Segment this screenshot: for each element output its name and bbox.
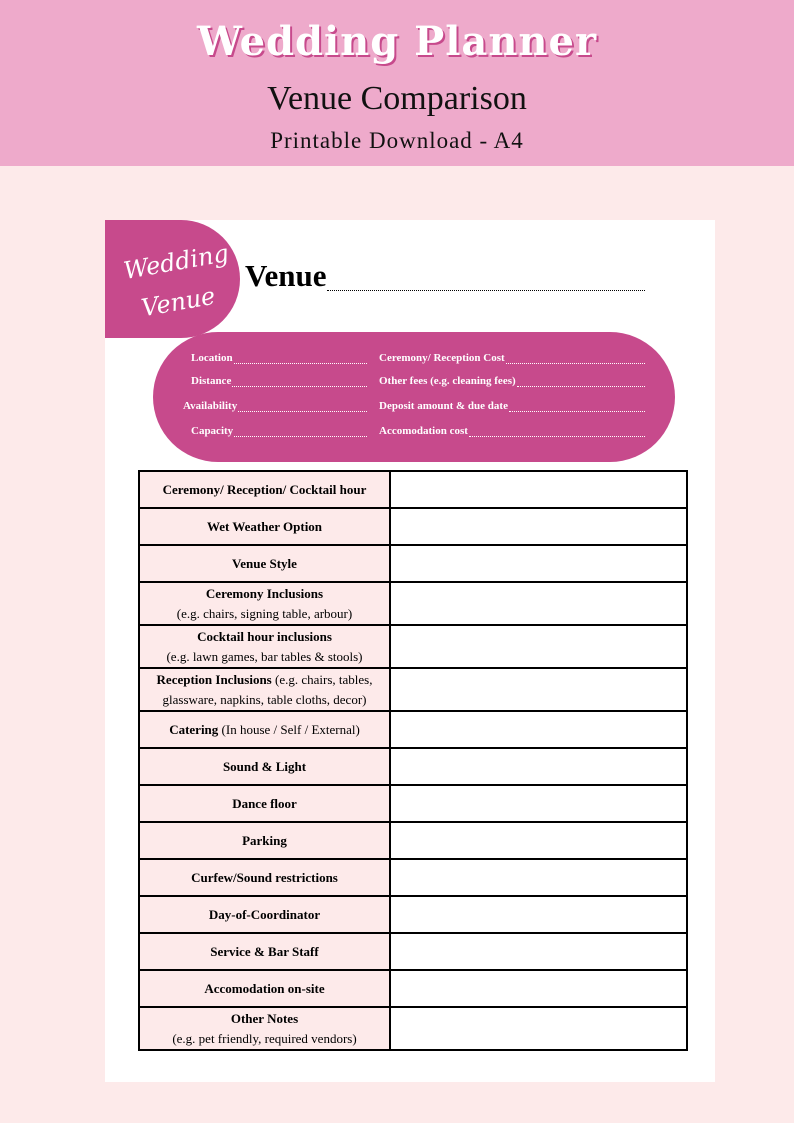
row-label-note: (e.g. lawn games, bar tables & stools) xyxy=(166,648,363,664)
planner-sheet xyxy=(105,220,715,1082)
row-label-bold: Cocktail hour inclusions xyxy=(197,628,332,644)
row-label-note: (e.g. chairs, signing table, arbour) xyxy=(176,605,353,621)
accomodation-cost-field[interactable] xyxy=(379,425,645,437)
field-label: Capacity xyxy=(191,425,234,437)
venue-name-line[interactable] xyxy=(327,290,645,291)
badge-line-1: Wedding xyxy=(121,238,231,286)
capacity-field[interactable] xyxy=(191,425,367,437)
field-label: Accomodation cost xyxy=(379,425,468,437)
row-label-bold: Ceremony/ Reception/ Cocktail hour xyxy=(162,481,367,497)
row-value-cell[interactable] xyxy=(390,748,687,785)
venue-label: Venue xyxy=(245,258,327,293)
field-label: Deposit amount & due date xyxy=(379,400,508,412)
distance-field[interactable] xyxy=(191,375,367,387)
row-label xyxy=(139,859,390,896)
wedding-venue-badge xyxy=(105,220,240,338)
field-label: Ceremony/ Reception Cost xyxy=(379,352,505,364)
banner-subtitle: Venue Comparison xyxy=(267,80,527,117)
table-row xyxy=(139,970,687,1007)
comparison-table xyxy=(138,470,688,1051)
row-value-cell[interactable] xyxy=(390,582,687,625)
row-label-bold: Wet Weather Option xyxy=(206,518,323,534)
row-label xyxy=(139,1007,390,1050)
row-value-cell[interactable] xyxy=(390,545,687,582)
table-row xyxy=(139,582,687,625)
table-row xyxy=(139,1007,687,1050)
venue-details-panel xyxy=(153,332,675,462)
table-row xyxy=(139,711,687,748)
table-row xyxy=(139,471,687,508)
availability-field[interactable] xyxy=(183,400,367,412)
other-fees-field[interactable] xyxy=(379,375,645,387)
field-label: Distance xyxy=(191,375,232,387)
row-label xyxy=(139,668,390,711)
table-row xyxy=(139,896,687,933)
banner-tagline: Printable Download - A4 xyxy=(270,128,524,153)
row-value-cell[interactable] xyxy=(390,859,687,896)
row-label-bold: Ceremony Inclusions xyxy=(205,585,324,601)
row-label-note: (e.g. chairs, tables, glassware, napkins, table cloths, decor) xyxy=(162,671,373,707)
deposit-field[interactable] xyxy=(379,400,645,412)
row-label xyxy=(139,582,390,625)
row-label-bold: Curfew/Sound restrictions xyxy=(191,869,338,885)
banner-title: Wedding Planner xyxy=(196,18,598,65)
row-label-bold: Other Notes xyxy=(230,1010,299,1026)
table-row xyxy=(139,625,687,668)
row-value-cell[interactable] xyxy=(390,933,687,970)
field-label: Availability xyxy=(183,400,238,412)
row-label-bold: Service & Bar Staff xyxy=(210,943,319,959)
table-row xyxy=(139,748,687,785)
row-label xyxy=(139,471,390,508)
row-label xyxy=(139,545,390,582)
row-value-cell[interactable] xyxy=(390,785,687,822)
row-value-cell[interactable] xyxy=(390,896,687,933)
row-label xyxy=(139,970,390,1007)
row-label xyxy=(139,933,390,970)
row-label xyxy=(139,625,390,668)
row-label xyxy=(139,508,390,545)
table-row xyxy=(139,668,687,711)
ceremony-reception-cost-field[interactable] xyxy=(379,352,645,364)
row-label-bold: Reception Inclusions xyxy=(156,671,272,687)
row-value-cell[interactable] xyxy=(390,822,687,859)
row-label xyxy=(139,896,390,933)
table-row xyxy=(139,508,687,545)
row-label-bold: Sound & Light xyxy=(222,758,307,774)
badge-line-2: Venue xyxy=(139,281,218,323)
row-label-bold: Venue Style xyxy=(232,555,297,571)
row-value-cell[interactable] xyxy=(390,508,687,545)
row-value-cell[interactable] xyxy=(390,711,687,748)
row-value-cell[interactable] xyxy=(390,970,687,1007)
row-value-cell[interactable] xyxy=(390,1007,687,1050)
table-row xyxy=(139,785,687,822)
row-label xyxy=(139,748,390,785)
row-label xyxy=(139,785,390,822)
row-label-bold: Catering xyxy=(169,721,219,737)
row-label-bold: Day-of-Coordinator xyxy=(208,906,321,922)
header-banner xyxy=(0,0,794,166)
row-label-bold: Dance floor xyxy=(232,795,297,811)
row-value-cell[interactable] xyxy=(390,625,687,668)
table-row xyxy=(139,933,687,970)
table-row xyxy=(139,822,687,859)
row-label xyxy=(139,822,390,859)
field-label: Other fees (e.g. cleaning fees) xyxy=(379,375,516,387)
location-field[interactable] xyxy=(191,352,367,364)
row-label-bold: Accomodation on-site xyxy=(204,980,325,996)
row-label-bold: Parking xyxy=(242,832,287,848)
table-row xyxy=(139,545,687,582)
table-row xyxy=(139,859,687,896)
row-value-cell[interactable] xyxy=(390,668,687,711)
row-label-note: (e.g. pet friendly, required vendors) xyxy=(172,1030,357,1046)
row-value-cell[interactable] xyxy=(390,471,687,508)
row-label xyxy=(139,711,390,748)
row-label-note: (In house / Self / External) xyxy=(218,721,360,737)
field-label: Location xyxy=(191,352,233,364)
